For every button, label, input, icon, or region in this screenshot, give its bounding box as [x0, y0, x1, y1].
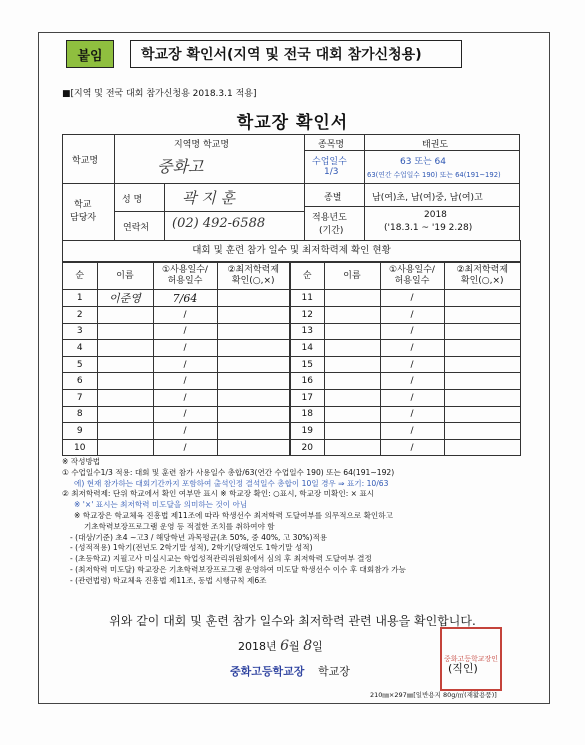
- row-name: [324, 290, 380, 307]
- row-use-days: /: [153, 373, 217, 390]
- school-name-stamp: 중화고등학교장: [230, 665, 305, 678]
- row-name: [97, 307, 153, 324]
- row-use-days: /: [153, 389, 217, 406]
- note-line: - (초등학교) 지필고사 미실시교는 학업성적관리위원회에서 심의 후 최저학력 도달여부 결정: [70, 554, 372, 564]
- row-name: [324, 373, 380, 390]
- col-min-grade-right: ②최저학력제 확인(○,×): [444, 263, 520, 290]
- confirmation-statement: 위와 같이 대회 및 훈련 참가 일수와 최저학력 관련 내용을 확인합니다.: [109, 614, 476, 628]
- contact-label: 연락처: [123, 223, 150, 233]
- event-value: 태권도: [422, 140, 449, 150]
- row-use-days: /: [380, 439, 444, 455]
- row-use-days: /: [153, 423, 217, 440]
- row-min-grade: [217, 307, 290, 324]
- year-period: ('18.3.1 ~ '19 2.28): [384, 223, 473, 233]
- row-min-grade: [444, 340, 520, 357]
- row-number: 5: [63, 356, 97, 373]
- row-name: [324, 356, 380, 373]
- note-line: 에) 현재 참가하는 대회기간까지 포함하여 출석인정 결석일수 총합이 10일 경우 ⇒ 표기: 10/63: [74, 478, 389, 488]
- row-number: 8: [63, 406, 97, 423]
- attachment-tag: 붙임: [66, 40, 114, 68]
- days-fraction: 1/3: [324, 167, 339, 177]
- row-name: [97, 389, 153, 406]
- table-row: [63, 406, 520, 423]
- row-name: [97, 406, 153, 423]
- table-row: [63, 323, 520, 340]
- row-min-grade: [444, 423, 520, 440]
- row-min-grade: [444, 389, 520, 406]
- note-line: ※ '×' 표시는 최저학력 미도달을 의미하는 것이 아님: [74, 500, 248, 510]
- row-min-grade: [444, 406, 520, 423]
- row-number: 10: [63, 439, 97, 455]
- row-number: 3: [63, 323, 97, 340]
- row-use-days: /: [380, 373, 444, 390]
- event-label: 종목명: [318, 140, 345, 150]
- row-number: 9: [63, 423, 97, 440]
- row-name: [97, 373, 153, 390]
- year-label-line1: 적용년도: [312, 213, 347, 223]
- row-use-days: /: [380, 340, 444, 357]
- row-min-grade: [217, 290, 290, 307]
- table-row: [63, 389, 520, 406]
- row-use-days: /: [380, 423, 444, 440]
- row-use-days: /: [153, 406, 217, 423]
- date-day-unit: 일: [312, 640, 323, 653]
- row-min-grade: [444, 439, 520, 455]
- row-number: 1: [63, 290, 97, 307]
- row-min-grade: [217, 340, 290, 357]
- row-use-days: /: [380, 389, 444, 406]
- row-number: 4: [63, 340, 97, 357]
- row-number: 16: [290, 373, 324, 390]
- note-line: - (성적적용) 1학기(전년도 2학기말 성적), 2학기(당해연도 1학기말 성적): [70, 543, 313, 553]
- row-number: 17: [290, 389, 324, 406]
- row-name: 이준영: [97, 290, 153, 307]
- note-line: - (관련법령) 학교체육 진흥법 제11조, 동법 시행규칙 제6조: [70, 575, 267, 585]
- name-handwritten: 곽 지 훈: [182, 189, 236, 207]
- note-line: - (대상/기준) 초4 ~고3 / 해당학년 과목평균(초 50%, 중 40%, 고 30%)적용: [70, 532, 328, 542]
- row-min-grade: [444, 356, 520, 373]
- days-note: 63(연간 수업일수 190) 또는 64(191~192): [367, 171, 501, 179]
- row-name: [324, 340, 380, 357]
- row-min-grade: [217, 389, 290, 406]
- col-use-days: ①사용일수/ 허용일수: [153, 263, 217, 290]
- category-label: 종별: [324, 193, 342, 203]
- writing-instructions: [62, 457, 522, 587]
- name-label: 성 명: [122, 195, 143, 205]
- row-use-days: /: [153, 307, 217, 324]
- row-name: [324, 323, 380, 340]
- row-name: [97, 340, 153, 357]
- contact-handwritten: (02) 492-6588: [172, 216, 266, 231]
- row-name: [97, 423, 153, 440]
- region-school-label: 지역명 학교명: [174, 140, 230, 150]
- note-line: ※ 학교장은 학교체육 진흥법 제11조에 따라 학생선수 최저학력 도달여부를 의무적으로 확인하고: [74, 510, 393, 520]
- note-line: - (최저학력 미도달) 학교장은 기초학력보장프로그램 운영하여 미도달 학생선수 이수 후 대회참가 가능: [70, 564, 406, 574]
- participation-table: [62, 240, 521, 456]
- col-min-grade: ②최저학력제 확인(○,×): [217, 263, 290, 290]
- table-row: [63, 340, 520, 357]
- info-section: [62, 134, 519, 240]
- row-use-days: /: [380, 290, 444, 307]
- row-use-days: /: [380, 356, 444, 373]
- days-label: 수업일수: [312, 157, 347, 167]
- paper-spec-footer: 210㎜×297㎜[일반용지 80g/㎡(재활용품)]: [370, 691, 497, 699]
- date-day: 8: [303, 638, 313, 654]
- row-min-grade: [444, 323, 520, 340]
- note-line: ① 수업일수1/3 적용: 대회 및 훈련 참가 사용일수 총합/63(연간 수업일수 190) 또는 64(191~192): [62, 467, 395, 477]
- row-use-days: /: [153, 356, 217, 373]
- table-row: [63, 373, 520, 390]
- row-number: 18: [290, 406, 324, 423]
- row-number: 12: [290, 307, 324, 324]
- row-name: [324, 439, 380, 455]
- col-no: 순: [63, 263, 97, 290]
- confirmation-date: [238, 638, 323, 654]
- row-use-days: /: [380, 307, 444, 324]
- row-min-grade: [217, 356, 290, 373]
- official-seal: 중화고등학교장인: [440, 627, 502, 691]
- staff-label-line2: 담당자: [70, 213, 97, 223]
- note-heading: ※ 작성방법: [62, 457, 101, 466]
- principal-label: 학교장: [318, 665, 350, 678]
- row-min-grade: [217, 423, 290, 440]
- table-row: [63, 290, 520, 307]
- row-name: [324, 423, 380, 440]
- row-number: 15: [290, 356, 324, 373]
- col-no-right: 순: [290, 263, 324, 290]
- row-use-days: /: [380, 323, 444, 340]
- note-line: ② 최저학력제: 단위 학교에서 확인 여부만 표시 ※ 학교장 확인: ○표시, 학교장 미확인: × 표시: [62, 489, 375, 499]
- table-row: [63, 423, 520, 440]
- row-name: [97, 439, 153, 455]
- category-value: 남(여)초, 남(여)중, 남(여)고: [372, 193, 483, 203]
- col-name-right: 이름: [324, 263, 380, 290]
- row-number: 7: [63, 389, 97, 406]
- row-number: 11: [290, 290, 324, 307]
- row-name: [324, 406, 380, 423]
- year-label-line2: (기간): [319, 226, 344, 236]
- row-use-days: /: [153, 439, 217, 455]
- seal-label: (직인): [448, 662, 478, 675]
- row-use-days: /: [380, 406, 444, 423]
- row-min-grade: [217, 439, 290, 455]
- row-min-grade: [444, 307, 520, 324]
- header-title: 학교장 확인서(지역 및 전국 대회 참가신청용): [130, 40, 462, 68]
- row-name: [97, 356, 153, 373]
- row-min-grade: [217, 323, 290, 340]
- col-use-days-right: ①사용일수/ 허용일수: [380, 263, 444, 290]
- document-title: 학교장 확인서: [236, 113, 349, 133]
- table-header-row: [63, 263, 520, 290]
- row-number: 13: [290, 323, 324, 340]
- row-number: 14: [290, 340, 324, 357]
- date-month-unit: 월: [289, 640, 300, 653]
- school-label: 학교명: [72, 156, 99, 166]
- staff-label-line1: 학교: [74, 200, 92, 210]
- date-year: 2018년: [238, 640, 277, 653]
- col-name: 이름: [97, 263, 153, 290]
- table-caption: 대회 및 훈련 참가 일수 및 최저학력제 확인 현황: [63, 241, 520, 262]
- row-min-grade: [444, 290, 520, 307]
- table-row: [63, 307, 520, 324]
- version-note: ■[지역 및 전국 대회 참가신청용 2018.3.1 적용]: [62, 89, 257, 99]
- row-min-grade: [444, 373, 520, 390]
- row-number: 20: [290, 439, 324, 455]
- row-number: 19: [290, 423, 324, 440]
- date-month: 6: [280, 638, 290, 654]
- row-name: [324, 307, 380, 324]
- row-min-grade: [217, 373, 290, 390]
- table-row: [63, 439, 520, 455]
- row-use-days: /: [153, 340, 217, 357]
- row-min-grade: [217, 406, 290, 423]
- row-name: [324, 389, 380, 406]
- row-use-days: 7/64: [153, 290, 217, 307]
- row-number: 6: [63, 373, 97, 390]
- year-value: 2018: [424, 210, 447, 220]
- table-row: [63, 356, 520, 373]
- row-number: 2: [63, 307, 97, 324]
- school-handwritten: 중화고: [157, 157, 204, 176]
- row-use-days: /: [153, 323, 217, 340]
- days-value: 63 또는 64: [400, 157, 447, 167]
- row-name: [97, 323, 153, 340]
- note-line: 기초학력보장프로그램 운영 등 적절한 조치를 취하여야 함: [84, 521, 275, 531]
